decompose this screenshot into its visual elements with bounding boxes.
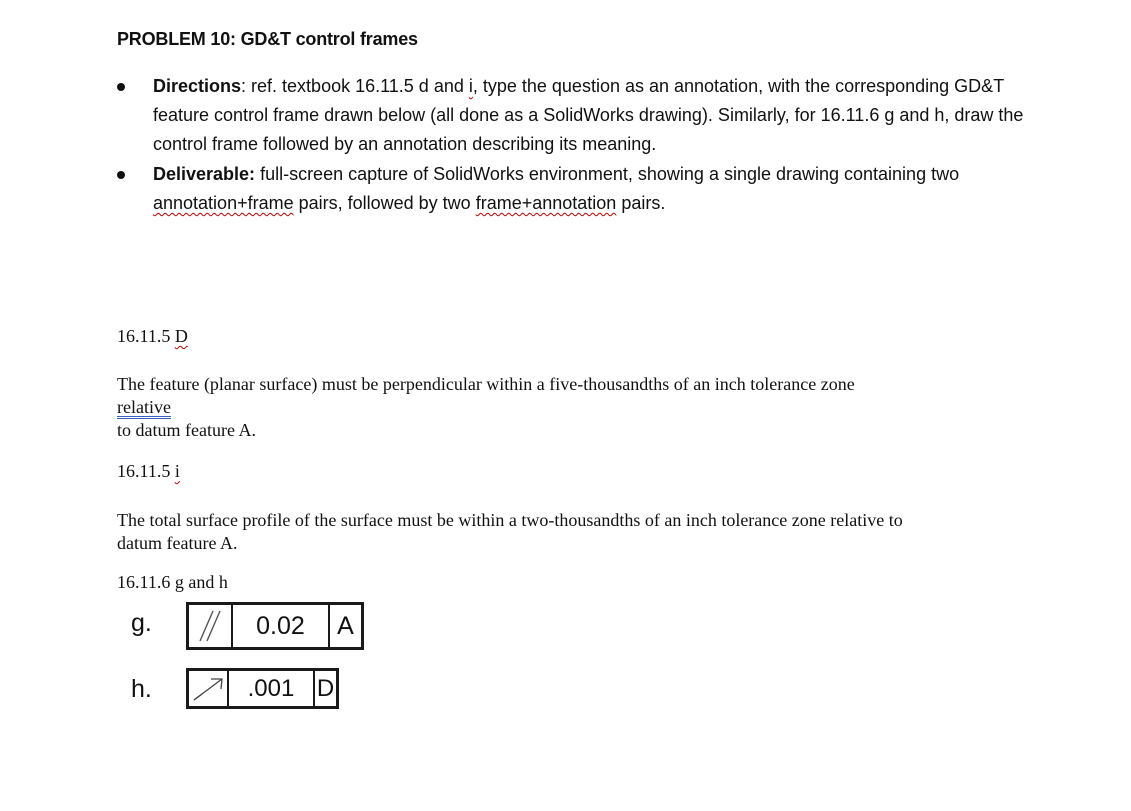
deliverable-text-2: pairs, followed by two (293, 193, 476, 213)
frame-g (186, 602, 364, 650)
directions-text-2: , type the question as an annotation, with the corresponding GD&T feature control frame drawn below (all done as a SolidWorks drawing). Similarly, for 16.11.6 g and h, draw the control frame followed by an annotation describing its meaning. (153, 76, 1024, 154)
heading-prefix-i: 16.11.5 (117, 461, 175, 481)
deliverable-squiggle-2: frame+annotation (475, 193, 617, 213)
bullet-dot-1 (117, 83, 125, 91)
bullet-dot-2 (117, 171, 125, 179)
bullet-directions (153, 72, 1063, 159)
bullet-deliverable (153, 160, 1063, 218)
heading-squiggle-d: D (174, 326, 188, 346)
annotation-i-line-2: datum feature A. (117, 533, 238, 553)
annotation-d-line-3: to datum feature A. (117, 420, 256, 440)
total-runout-icon (189, 671, 229, 706)
frame-g-label: g. (131, 609, 152, 637)
directions-squiggle-i: i (468, 76, 473, 96)
heading-16-11-6: 16.11.6 g and h (117, 572, 228, 592)
annotation-i (117, 509, 1077, 555)
annotation-d (117, 373, 855, 442)
frame-g-datum: A (337, 611, 354, 640)
heading-prefix: 16.11.5 (117, 326, 175, 346)
frame-h-datum: D (316, 674, 335, 702)
heading-16-11-5-i (117, 461, 180, 482)
heading-16-11-5-d (117, 326, 188, 347)
annotation-i-line-1: The total surface profile of the surface must be within a two-thousandths of an inch tolerance zone relative to (117, 510, 903, 530)
frame-h-label: h. (131, 675, 152, 703)
deliverable-label: Deliverable: (153, 164, 256, 184)
page-title: PROBLEM 10: GD&T control frames (117, 29, 418, 49)
frame-g-tolerance: 0.02 (233, 605, 330, 647)
deliverable-text-1: full-screen capture of SolidWorks environment, showing a single drawing containing two (255, 164, 960, 184)
deliverable-text-3: pairs. (616, 193, 666, 213)
directions-label: Directions (153, 76, 242, 96)
frame-h-tolerance: .001 (229, 671, 315, 706)
directions-text-1: : ref. textbook 16.11.5 d and (241, 76, 469, 96)
annotation-d-line-1: The feature (planar surface) must be perpendicular within a five-thousandths of an inch tolerance zone (117, 374, 855, 394)
heading-squiggle-i: i (174, 461, 180, 481)
parallelism-icon (189, 605, 233, 647)
annotation-d-line-2: relative (117, 397, 171, 417)
deliverable-squiggle-1: annotation+frame (153, 193, 294, 213)
frame-h (186, 668, 339, 709)
